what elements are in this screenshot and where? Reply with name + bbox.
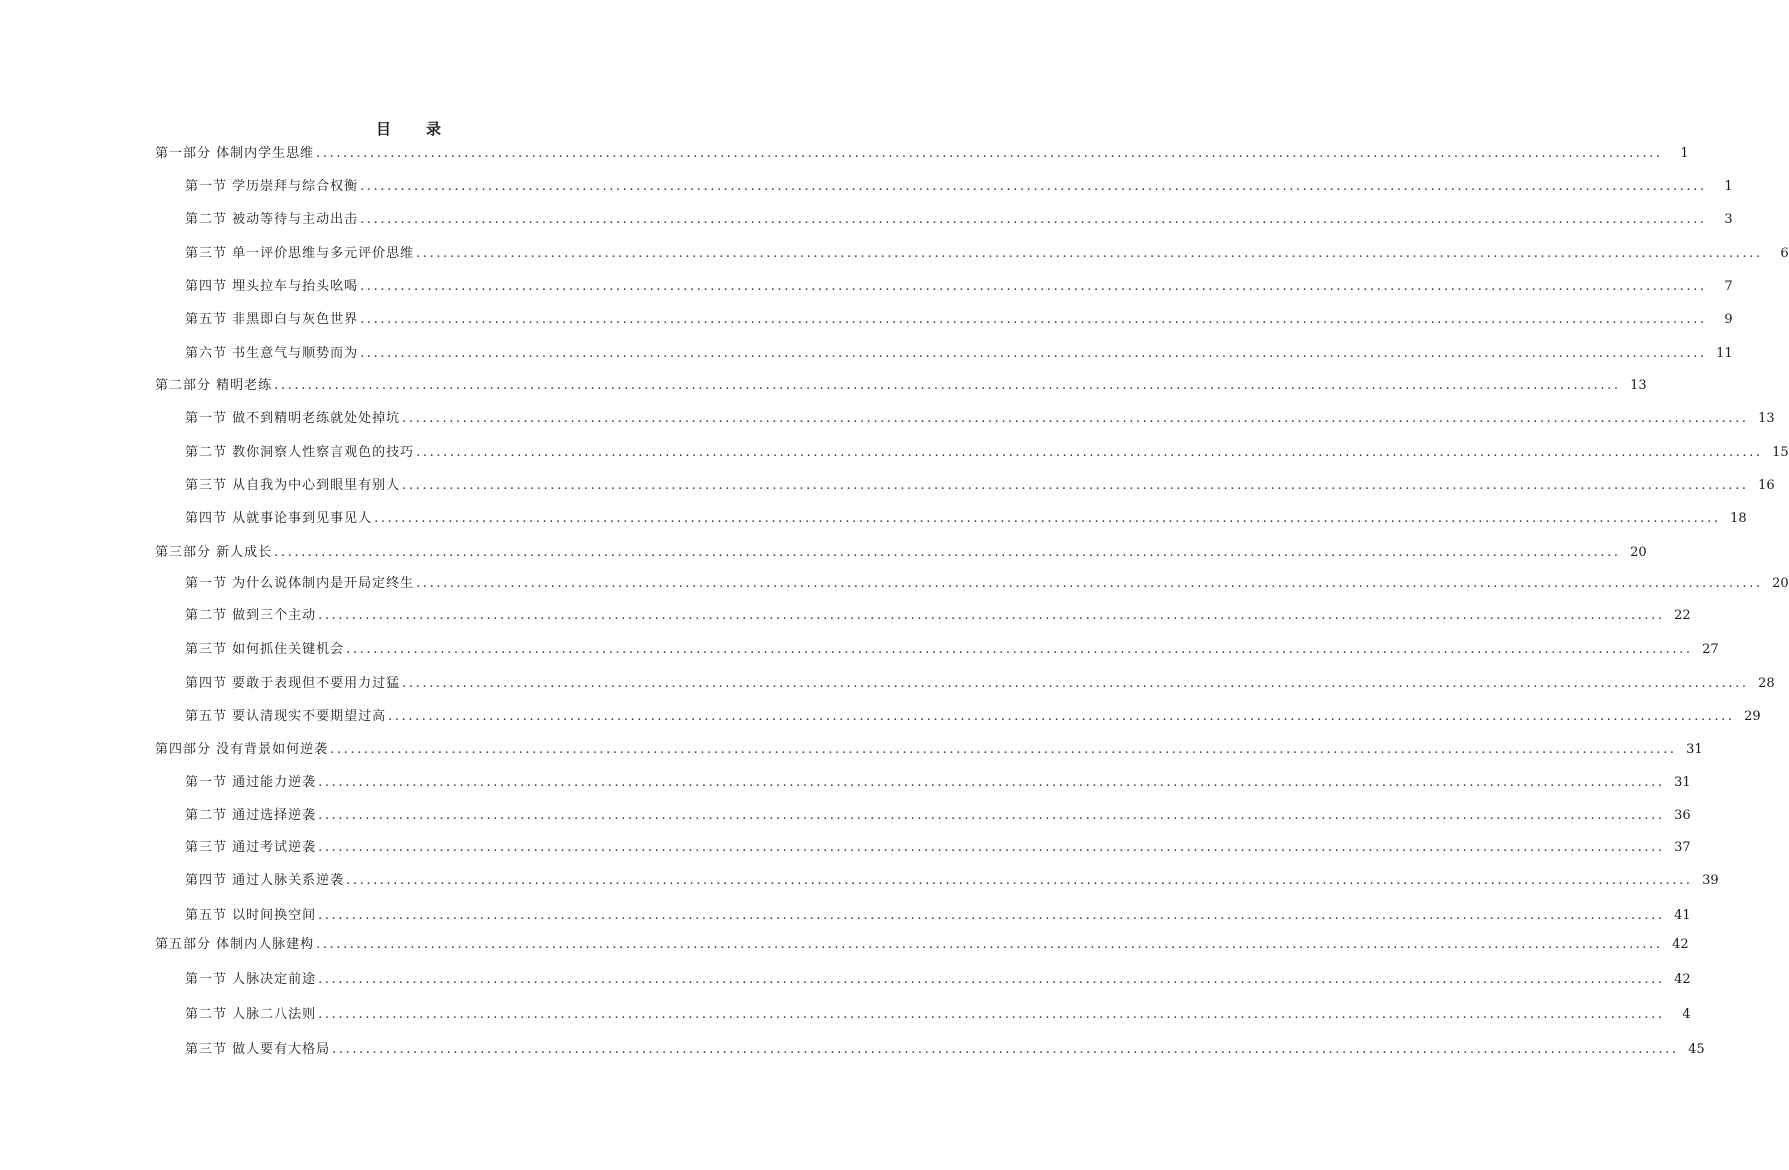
toc-page-number: 13 [1758, 411, 1775, 426]
toc-dot-leader: ........................................................................................................................................................................................................ [318, 1007, 1665, 1022]
toc-page-number: 13 [1630, 378, 1647, 393]
toc-entry-label: 第一节 为什么说体制内是开局定终生 [185, 576, 415, 591]
toc-page-number: 9 [1724, 312, 1733, 327]
toc-entry-label: 第一节 学历崇拜与综合权衡 [185, 179, 359, 194]
toc-page-number: 1 [1724, 179, 1733, 194]
toc-entry-label: 第三节 如何抓住关键机会 [185, 642, 345, 657]
toc-page-number: 6 [1780, 246, 1789, 261]
toc-page-number: 15 [1772, 445, 1789, 460]
toc-section-row[interactable] [185, 707, 1761, 727]
toc-page-number: 20 [1772, 576, 1789, 591]
toc-section-row[interactable] [185, 574, 1789, 594]
toc-dot-leader: ........................................................................................................................................................................................................ [346, 873, 1693, 888]
toc-page-number: 22 [1674, 608, 1691, 623]
toc-section-row[interactable] [185, 210, 1733, 230]
toc-dot-leader: ........................................................................................................................................................................................................ [316, 146, 1663, 161]
toc-entry-label: 第二节 人脉二八法则 [185, 1007, 317, 1022]
toc-section-row[interactable] [185, 244, 1789, 264]
toc-dot-leader: ........................................................................................................................................................................................................ [416, 246, 1763, 261]
toc-dot-leader: ........................................................................................................................................................................................................ [318, 808, 1665, 823]
toc-page-number: 37 [1674, 840, 1691, 855]
toc-section-row[interactable] [185, 509, 1747, 529]
toc-page-number: 11 [1716, 346, 1733, 361]
toc-section-row[interactable] [185, 476, 1775, 496]
toc-page-number: 1 [1680, 146, 1689, 161]
toc-entry-label: 第一节 人脉决定前途 [185, 972, 317, 987]
toc-entry-label: 第三节 单一评价思维与多元评价思维 [185, 246, 415, 261]
toc-entry-label: 第四节 要敢于表现但不要用力过猛 [185, 676, 401, 691]
toc-entry-label: 第三部分 新人成长 [155, 545, 273, 560]
toc-entry-label: 第四部分 没有背景如何逆袭 [155, 742, 329, 757]
toc-page-number: 41 [1674, 908, 1691, 923]
toc-dot-leader: ........................................................................................................................................................................................................ [318, 908, 1665, 923]
toc-section-row[interactable] [185, 409, 1775, 429]
toc-dot-leader: ........................................................................................................................................................................................................ [416, 445, 1763, 460]
toc-page-number: 29 [1744, 709, 1761, 724]
toc-entry-label: 第六节 书生意气与顺势而为 [185, 346, 359, 361]
toc-entry-label: 第五部分 体制内人脉建构 [155, 937, 315, 952]
toc-dot-leader: ........................................................................................................................................................................................................ [360, 312, 1707, 327]
toc-section-row[interactable] [185, 277, 1733, 297]
toc-page-number: 36 [1674, 808, 1691, 823]
toc-entry-label: 第二节 被动等待与主动出击 [185, 212, 359, 227]
toc-dot-leader: ........................................................................................................................................................................................................ [374, 511, 1721, 526]
toc-dot-leader: ........................................................................................................................................................................................................ [388, 709, 1735, 724]
toc-dot-leader: ........................................................................................................................................................................................................ [402, 676, 1749, 691]
toc-section-row[interactable] [185, 443, 1789, 463]
toc-page-number: 16 [1758, 478, 1775, 493]
toc-section-row[interactable] [185, 838, 1691, 858]
toc-part-row[interactable] [155, 543, 1647, 563]
toc-entry-label: 第五节 要认清现实不要期望过高 [185, 709, 387, 724]
toc-entry-label: 第五节 以时间换空间 [185, 908, 317, 923]
toc-entry-label: 第二部分 精明老练 [155, 378, 273, 393]
toc-page-number: 45 [1688, 1042, 1705, 1057]
toc-dot-leader: ........................................................................................................................................................................................................ [318, 840, 1665, 855]
toc-section-row[interactable] [185, 1005, 1691, 1025]
toc-dot-leader: ........................................................................................................................................................................................................ [332, 1042, 1679, 1057]
toc-section-row[interactable] [185, 773, 1691, 793]
toc-entry-label: 第三节 从自我为中心到眼里有别人 [185, 478, 401, 493]
toc-dot-leader: ........................................................................................................................................................................................................ [402, 411, 1749, 426]
toc-section-row[interactable] [185, 871, 1719, 891]
toc-section-row[interactable] [185, 806, 1691, 826]
toc-page-number: 3 [1724, 212, 1733, 227]
toc-page-number: 31 [1686, 742, 1703, 757]
toc-section-row[interactable] [185, 674, 1775, 694]
toc-section-row[interactable] [185, 310, 1733, 330]
toc-entry-label: 第一部分 体制内学生思维 [155, 146, 315, 161]
toc-entry-label: 第二节 教你洞察人性察言观色的技巧 [185, 445, 415, 460]
toc-title: 目 录 [375, 120, 451, 138]
toc-page-number: 27 [1702, 642, 1719, 657]
toc-dot-leader: ........................................................................................................................................................................................................ [330, 742, 1677, 757]
toc-page-number: 7 [1724, 279, 1733, 294]
toc-dot-leader: ........................................................................................................................................................................................................ [360, 212, 1707, 227]
toc-section-row[interactable] [185, 970, 1691, 990]
toc-page-number: 42 [1672, 937, 1689, 952]
toc-dot-leader: ........................................................................................................................................................................................................ [416, 576, 1763, 591]
toc-page-number: 39 [1702, 873, 1719, 888]
toc-dot-leader: ........................................................................................................................................................................................................ [318, 608, 1665, 623]
toc-dot-leader: ........................................................................................................................................................................................................ [360, 279, 1707, 294]
toc-entry-label: 第三节 做人要有大格局 [185, 1042, 331, 1057]
toc-entry-label: 第五节 非黑即白与灰色世界 [185, 312, 359, 327]
toc-section-row[interactable] [185, 344, 1733, 364]
toc-entry-label: 第一节 做不到精明老练就处处掉坑 [185, 411, 401, 426]
toc-part-row[interactable] [155, 935, 1689, 955]
toc-dot-leader: ........................................................................................................................................................................................................ [318, 972, 1665, 987]
toc-entry-label: 第一节 通过能力逆袭 [185, 775, 317, 790]
toc-entry-label: 第三节 通过考试逆袭 [185, 840, 317, 855]
toc-page-number: 31 [1674, 775, 1691, 790]
toc-dot-leader: ........................................................................................................................................................................................................ [274, 378, 1621, 393]
toc-dot-leader: ........................................................................................................................................................................................................ [274, 545, 1621, 560]
toc-page-number: 28 [1758, 676, 1775, 691]
toc-page-number: 42 [1674, 972, 1691, 987]
toc-section-row[interactable] [185, 640, 1719, 660]
toc-dot-leader: ........................................................................................................................................................................................................ [318, 775, 1665, 790]
toc-part-row[interactable] [155, 144, 1689, 164]
toc-page-number: 4 [1682, 1007, 1691, 1022]
toc-part-row[interactable] [155, 740, 1703, 760]
toc-entry-label: 第四节 埋头拉车与抬头吆喝 [185, 279, 359, 294]
toc-part-row[interactable] [155, 376, 1647, 396]
toc-entry-label: 第四节 通过人脉关系逆袭 [185, 873, 345, 888]
toc-entry-label: 第二节 通过选择逆袭 [185, 808, 317, 823]
toc-entry-label: 第二节 做到三个主动 [185, 608, 317, 623]
toc-dot-leader: ........................................................................................................................................................................................................ [360, 346, 1707, 361]
toc-section-row[interactable] [185, 1040, 1705, 1060]
toc-dot-leader: ........................................................................................................................................................................................................ [402, 478, 1749, 493]
toc-section-row[interactable] [185, 177, 1733, 197]
toc-page-number: 20 [1630, 545, 1647, 560]
toc-section-row[interactable] [185, 906, 1691, 926]
toc-section-row[interactable] [185, 606, 1691, 626]
toc-dot-leader: ........................................................................................................................................................................................................ [360, 179, 1707, 194]
toc-page-number: 18 [1730, 511, 1747, 526]
toc-dot-leader: ........................................................................................................................................................................................................ [346, 642, 1693, 657]
toc-dot-leader: ........................................................................................................................................................................................................ [316, 937, 1663, 952]
toc-entry-label: 第四节 从就事论事到见事见人 [185, 511, 373, 526]
